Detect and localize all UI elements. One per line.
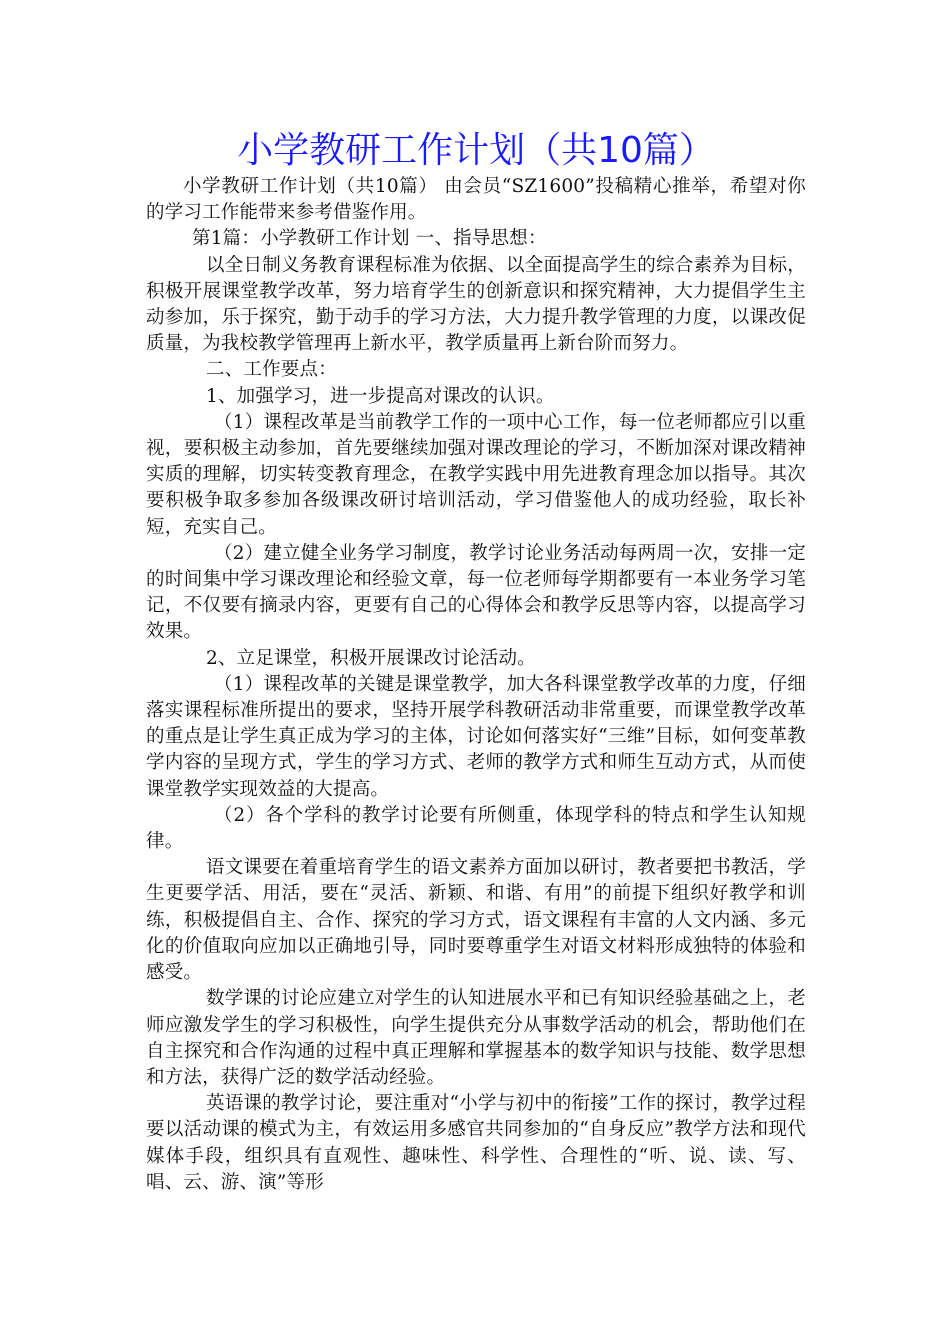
body-paragraph: 以全日制义务教育课程标准为依据、以全面提高学生的综合素养为目标，积极开展课堂教学改革，努力培育学生的创新意识和探究精神，大力提倡学生主动参加，乐于探究，勤于动手的学习方法，大力提升教学管理的力度，以课改促质量，为我校教学管理再上新水平，教学质量再上新台阶而努力。 bbox=[146, 254, 806, 355]
intro-paragraph: 小学教研工作计划（共10篇） 由会员“SZ1600”投稿精心推举，希望对你的学习工作能带来参考借鉴作用。 bbox=[146, 176, 806, 224]
body-paragraph: （2）各个学科的教学讨论要有所侧重，体现学科的特点和学生认知规律。 bbox=[146, 804, 806, 853]
body-paragraph: 语文课要在着重培育学生的语文素养方面加以研讨，教者要把书教活，学生更要学活、用活，要在“灵活、新颖、和谐、有用”的前提下组织好教学和训练，积极提倡自主、合作、探究的学习方式，语文课程有丰富的人文内涵、多元化的价值取向应加以正确地引导，同时要尊重学生对语文材料形成独特的体验和感受。 bbox=[146, 857, 806, 984]
subsection-heading: 2、立足课堂，积极开展课改讨论活动。 bbox=[206, 647, 536, 669]
section-heading: 二、工作要点： bbox=[206, 359, 337, 381]
body-paragraph: 数学课的讨论应建立对学生的认知进展水平和已有知识经验基础之上，老师应激发学生的学习积极性，向学生提供充分从事数学活动的机会，帮助他们在自主探究和合作沟通的过程中真正理解和掌握基本的数学知识与技能、数学思想和方法，获得广泛的数学活动经验。 bbox=[146, 988, 806, 1088]
subsection-heading: 1、加强学习，进一步提高对课改的认识。 bbox=[206, 385, 555, 407]
body-paragraph: （2）建立健全业务学习制度，教学讨论业务活动每两周一次，安排一定的时间集中学习课改理论和经验文章，每一位老师每学期都要有一本业务学习笔记，不仅要有摘录内容，更要有自己的心得体会和教学反思等内容，以提高学习效果。 bbox=[146, 542, 806, 643]
section-heading: 第1篇：小学教研工作计划 一、指导思想： bbox=[192, 228, 547, 250]
body-paragraph: 英语课的教学讨论，要注重对“小学与初中的衔接”工作的探讨，教学过程要以活动课的模式为主，有效运用多感官共同参加的“自身反应”教学方法和现代媒体手段，组织具有直观性、趣味性、科学性、合理性的“听、说、读、写、唱、云、游、演”等形 bbox=[146, 1093, 806, 1193]
document-title: 小学教研工作计划（共10篇） bbox=[237, 130, 715, 171]
body-paragraph: （1）课程改革的关键是课堂教学，加大各科课堂教学改革的力度，仔细落实课程标准所提出的要求，坚持开展学科教研活动非常重要，而课堂教学改革的重点是让学生真正成为学习的主体，讨论如何落实好“三维”目标，如何变革教学内容的呈现方式，学生的学习方式、老师的教学方式和师生互动方式，从而使课堂教学实现效益的大提高。 bbox=[146, 673, 806, 800]
document-page bbox=[146, 128, 806, 1196]
body-paragraph: （1）课程改革是当前教学工作的一项中心工作，每一位老师都应引以重视，要积极主动参加，首先要继续加强对课改理论的学习，不断加深对课改精神实质的理解，切实转变教育理念，在教学实践中用先进教育理念加以指导。其次要积极争取多参加各级课改研讨培训活动，学习借鉴他人的成功经验，取长补短，充实自己。 bbox=[146, 411, 806, 538]
